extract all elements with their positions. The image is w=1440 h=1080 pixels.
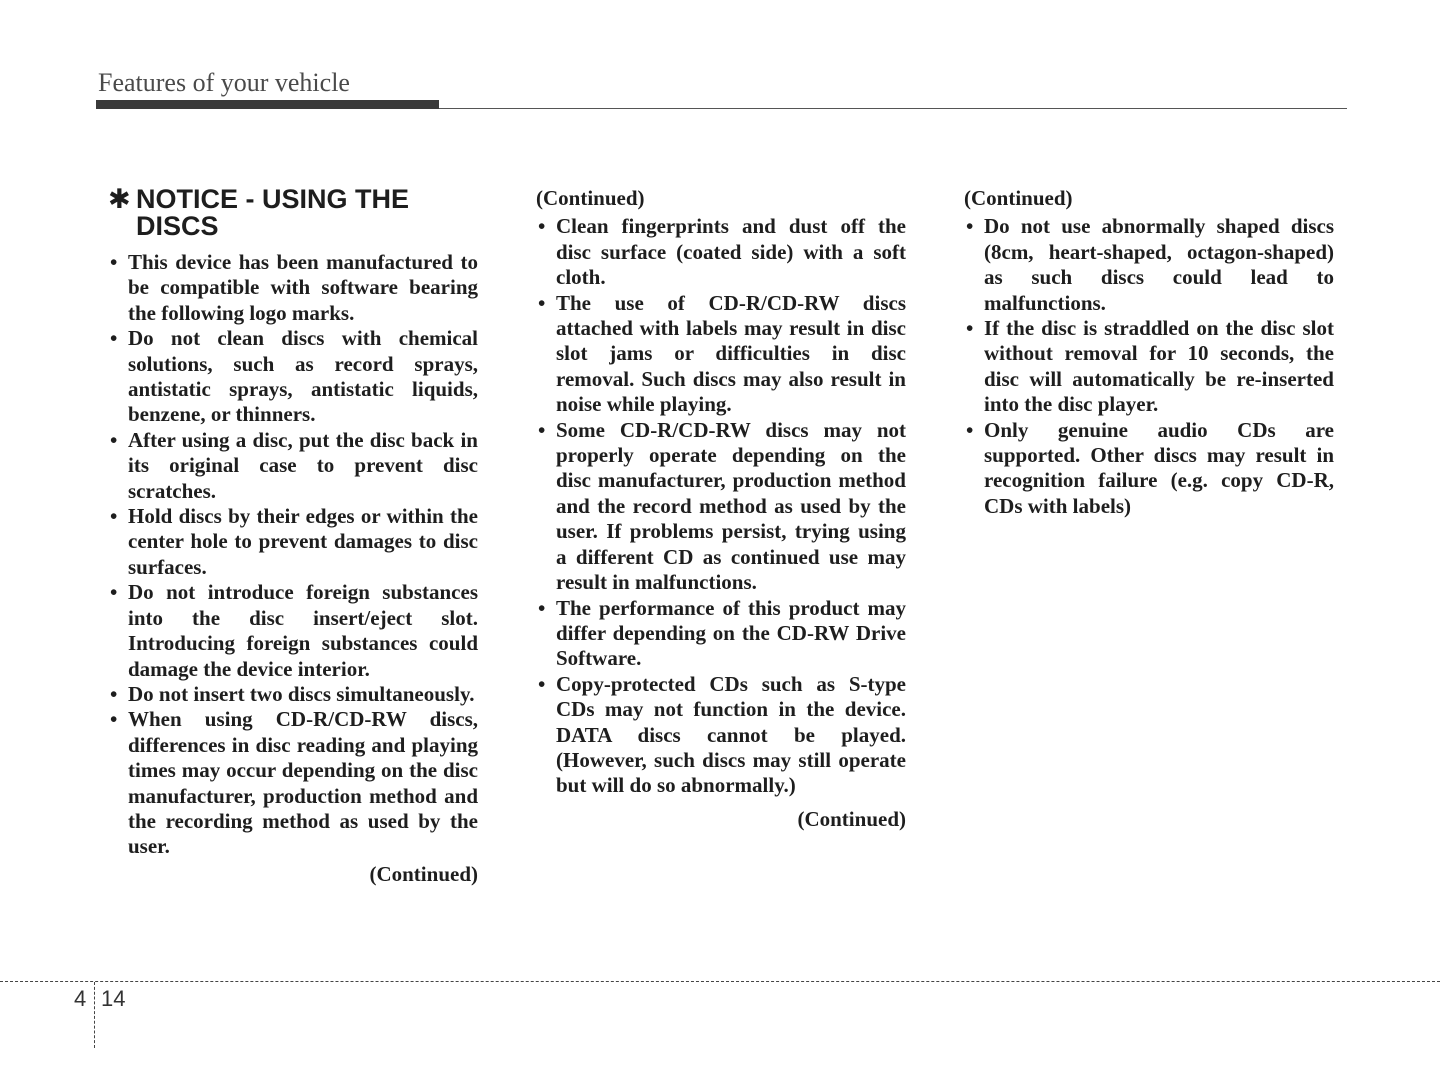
footer-dashed-rule xyxy=(0,981,1440,982)
bullet-icon: • xyxy=(110,326,118,351)
bullet-list xyxy=(964,214,1334,519)
list-item-text: If the disc is straddled on the disc slot without removal for 10 seconds, the disc will automatically be re-inserted into the disc player. xyxy=(984,316,1334,417)
list-item-text: Only genuine audio CDs are supported. Other discs may result in recognition failure (e.g. copy CD-R, CDs with labels) xyxy=(984,417,1334,518)
list-item-text: Do not use abnormally shaped discs (8cm, heart-shaped, octagon-shaped) as such discs could lead to malfunctions. xyxy=(984,214,1334,315)
continued-label-top: (Continued) xyxy=(536,186,645,210)
list-item-text: Do not introduce foreign substances into the disc insert/eject slot. Introducing foreign substances could damage the device interior. xyxy=(128,580,478,681)
bullet-icon: • xyxy=(966,417,974,442)
bullet-icon: • xyxy=(538,595,546,620)
text-column-2 xyxy=(536,186,906,832)
bullet-icon: • xyxy=(538,417,546,442)
bullet-icon: • xyxy=(538,671,546,696)
list-item xyxy=(108,428,478,504)
asterisk-icon: ✱ xyxy=(108,184,131,214)
list-item-text: After using a disc, put the disc back in its original case to prevent disc scratches. xyxy=(128,427,478,503)
list-item xyxy=(964,418,1334,520)
list-item xyxy=(108,326,478,428)
bullet-icon: • xyxy=(966,316,974,341)
notice-heading xyxy=(108,186,478,240)
page-number: 14 xyxy=(101,986,126,1011)
list-item xyxy=(108,707,478,859)
list-item-text: Clean fingerprints and dust off the disc surface (coated side) with a soft cloth. xyxy=(556,214,906,290)
list-item-text: The performance of this product may differ depending on the CD-RW Drive Software. xyxy=(556,595,906,671)
text-column-1 xyxy=(108,186,478,887)
list-item xyxy=(536,596,906,672)
header-title: Features of your vehicle xyxy=(98,68,350,97)
bullet-icon: • xyxy=(110,681,118,706)
list-item-text: Some CD-R/CD-RW discs may not properly operate depending on the disc manufacturer, production method and the record method as used by the user. If problems persist, trying using a different CD as continued use may result in malfunctions. xyxy=(556,417,906,595)
bullet-list xyxy=(108,250,478,860)
bullet-icon: • xyxy=(110,504,118,529)
list-item-text: The use of CD-R/CD-RW discs attached with labels may result in disc slot jams or difficulties in disc removal. Such discs may also result in noise while playing. xyxy=(556,290,906,417)
list-item xyxy=(536,291,906,418)
footer-dashed-divider xyxy=(94,982,95,1048)
continued-label-bottom: (Continued) xyxy=(797,806,906,831)
continued-label-bottom: (Continued) xyxy=(369,861,478,886)
list-item-text: Copy-protected CDs such as S-type CDs may not function in the device. DATA discs cannot be played. (However, such discs may still operate but will do so abnormally.) xyxy=(556,671,906,798)
bullet-icon: • xyxy=(966,214,974,239)
bullet-icon: • xyxy=(110,580,118,605)
header-rule-thin xyxy=(439,108,1347,109)
bullet-list xyxy=(536,214,906,798)
bullet-icon: • xyxy=(110,427,118,452)
list-item xyxy=(964,316,1334,418)
bullet-icon: • xyxy=(538,290,546,315)
bullet-icon: • xyxy=(538,214,546,239)
notice-title: NOTICE - USING THE DISCS xyxy=(136,184,410,241)
list-item xyxy=(108,250,478,326)
list-item xyxy=(536,214,906,290)
list-item xyxy=(964,214,1334,316)
list-item-text: Do not insert two discs simultaneously. xyxy=(128,681,475,706)
list-item-text: This device has been manufactured to be compatible with software bearing the following logo marks. xyxy=(128,250,478,325)
continued-label-top: (Continued) xyxy=(964,186,1073,210)
bullet-icon: • xyxy=(110,250,118,274)
list-item xyxy=(108,580,478,682)
list-item xyxy=(536,672,906,799)
list-item-text: Do not clean discs with chemical solutions, such as record sprays, antistatic sprays, antistatic liquids, benzene, or thinners. xyxy=(128,326,478,427)
chapter-number: 4 xyxy=(74,986,87,1011)
list-item xyxy=(536,418,906,596)
bullet-icon: • xyxy=(110,707,118,732)
list-item-text: Hold discs by their edges or within the center hole to prevent damages to disc surfaces. xyxy=(128,504,478,579)
text-column-3 xyxy=(964,186,1334,519)
list-item-text: When using CD-R/CD-RW discs, differences in disc reading and playing times may occur depending on the disc manufacturer, production method and the recording method as used by the user. xyxy=(128,707,478,859)
list-item xyxy=(108,682,478,707)
list-item xyxy=(108,504,478,580)
header-rule-thick xyxy=(96,100,439,109)
